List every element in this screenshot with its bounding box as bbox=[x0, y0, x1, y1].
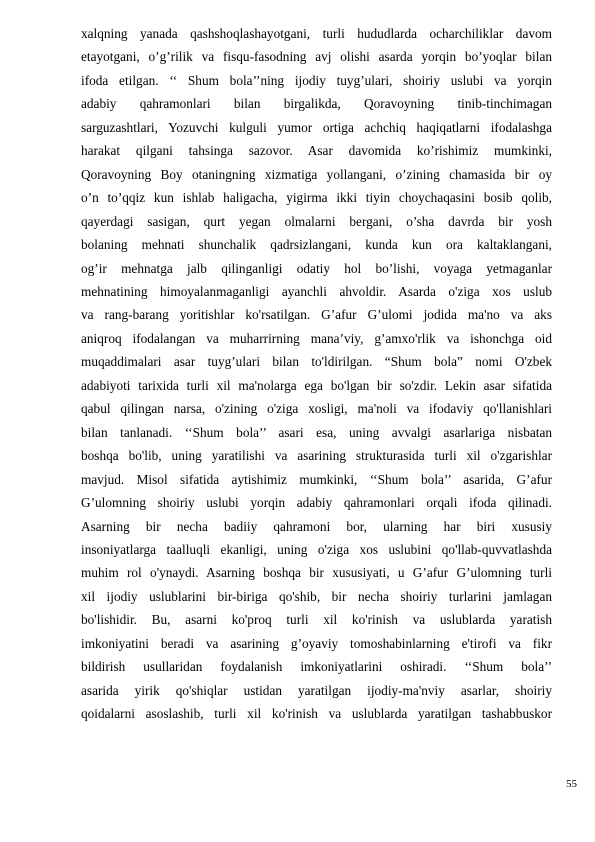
text-line: insoniyatlarga taalluqli ekanligi, uning o'ziga xos uslubini qo'llab-quvvatlashda bbox=[81, 541, 552, 557]
text-line: imkoniyatini beradi va asarining g’oyaviy tomoshabinlarning e'tirofi va fikr bbox=[81, 635, 552, 651]
body-text bbox=[81, 22, 552, 726]
text-line: o’n to’qqiz kun ishlab haligacha, yigirma ikki tiyin choychaqasini bosib qolib, bbox=[81, 190, 552, 206]
text-line: ifoda etilgan. ‘‘ Shum bola’’ning ijodiy tuyg’ulari, shoiriy uslubi va yorqin bbox=[81, 72, 552, 88]
text-line: mavjud. Misol sifatida aytishimiz mumkinki, ‘‘Shum bola’’ asarida, G’afur bbox=[81, 471, 552, 487]
text-line: muhim rol o'ynaydi. Asarning boshqa bir xususiyati, u G’afur G’ulomning turli bbox=[81, 565, 552, 581]
text-line: va rang-barang yoritishlar ko'rsatilgan. G’afur G’ulomi jodida ma'no va aks bbox=[81, 307, 552, 323]
text-line: harakat qilgani tahsinga sazovor. Asar davomida ko’rishimiz mumkinki, bbox=[81, 143, 552, 159]
text-line: bildirish usullaridan foydalanish imkoniyatlarini oshiradi. ‘‘Shum bola’’ bbox=[81, 659, 552, 675]
text-line: mehnatining himoyalanmaganligi ayanchli ahvoldir. Asarda o'ziga xos uslub bbox=[81, 283, 552, 299]
page-number: 55 bbox=[566, 778, 577, 790]
text-line: sarguzashtlari, Yozuvchi kulguli yumor ortiga achchiq haqiqatlarni ifodalashga bbox=[81, 119, 552, 135]
text-line: xil ijodiy uslublarini bir-biriga qo'shib, bir necha shoiriy turlarini jamlagan bbox=[81, 588, 552, 604]
text-line: muqaddimalari asar tuyg’ulari bilan to'ldirilgan. “Shum bola” nomi O'zbek bbox=[81, 354, 552, 370]
text-line: qabul qilingan narsa, o'zining o'ziga xosligi, ma'noli va ifodaviy qo'llanishlari bbox=[81, 401, 552, 417]
text-line: Qoravoyning Boy otaningning xizmatiga yollangani, o’zining chamasida bir oy bbox=[81, 166, 552, 182]
text-line: qoidalarni asoslashib, turli xil ko'rinish va uslublarda yaratilgan tashabbuskor bbox=[81, 706, 552, 722]
text-line: etayotgani, o’g’rilik va fisqu-fasodning avj olishi asarda yorqin bo’yoqlar bilan bbox=[81, 49, 552, 65]
text-line: og’ir mehnatga jalb qilinganligi odatiy hol bo’lishi, voyaga yetmaganlar bbox=[81, 260, 552, 276]
text-line: G’ulomning shoiriy uslubi yorqin adabiy qahramonlari orqali ifoda qilinadi. bbox=[81, 495, 552, 511]
text-line: adabiy qahramonlari bilan birgalikda, Qoravoyning tinib-tinchimagan bbox=[81, 96, 552, 112]
text-line: bolaning mehnati shunchalik qadrsizlangani, kunda kun ora kaltaklangani, bbox=[81, 237, 552, 253]
text-line: adabiyoti tarixida turli xil ma'nolarga ega bo'lgan bir so'zdir. Lekin asar sifatida bbox=[81, 377, 552, 393]
text-line: Asarning bir necha badiiy qahramoni bor, ularning har biri xususiy bbox=[81, 518, 552, 534]
text-line: xalqning yanada qashshoqlashayotgani, turli hududlarda ocharchiliklar davom bbox=[81, 26, 552, 41]
text-line: asarida yirik qo'shiqlar ustidan yaratilgan ijodiy-ma'nviy asarlar, shoiriy bbox=[81, 682, 552, 698]
text-line: boshqa bo'lib, uning yaratilishi va asarining strukturasida turli xil o'zgarishlar bbox=[81, 448, 552, 464]
text-line: bilan tanlanadi. ‘‘Shum bola’’ asari esa, uning avvalgi asarlariga nisbatan bbox=[81, 424, 552, 440]
text-line: bo'lishidir. Bu, asarni ko'proq turli xil ko'rinish va uslublarda yaratish bbox=[81, 612, 552, 628]
text-line: aniqroq ifodalangan va muharrirning mana’viy, g’amxo'rlik va ishonchga oid bbox=[81, 330, 552, 346]
text-line: qayerdagi sasigan, qurt yegan olmalarni bergani, o’sha davrda bir yosh bbox=[81, 213, 552, 229]
